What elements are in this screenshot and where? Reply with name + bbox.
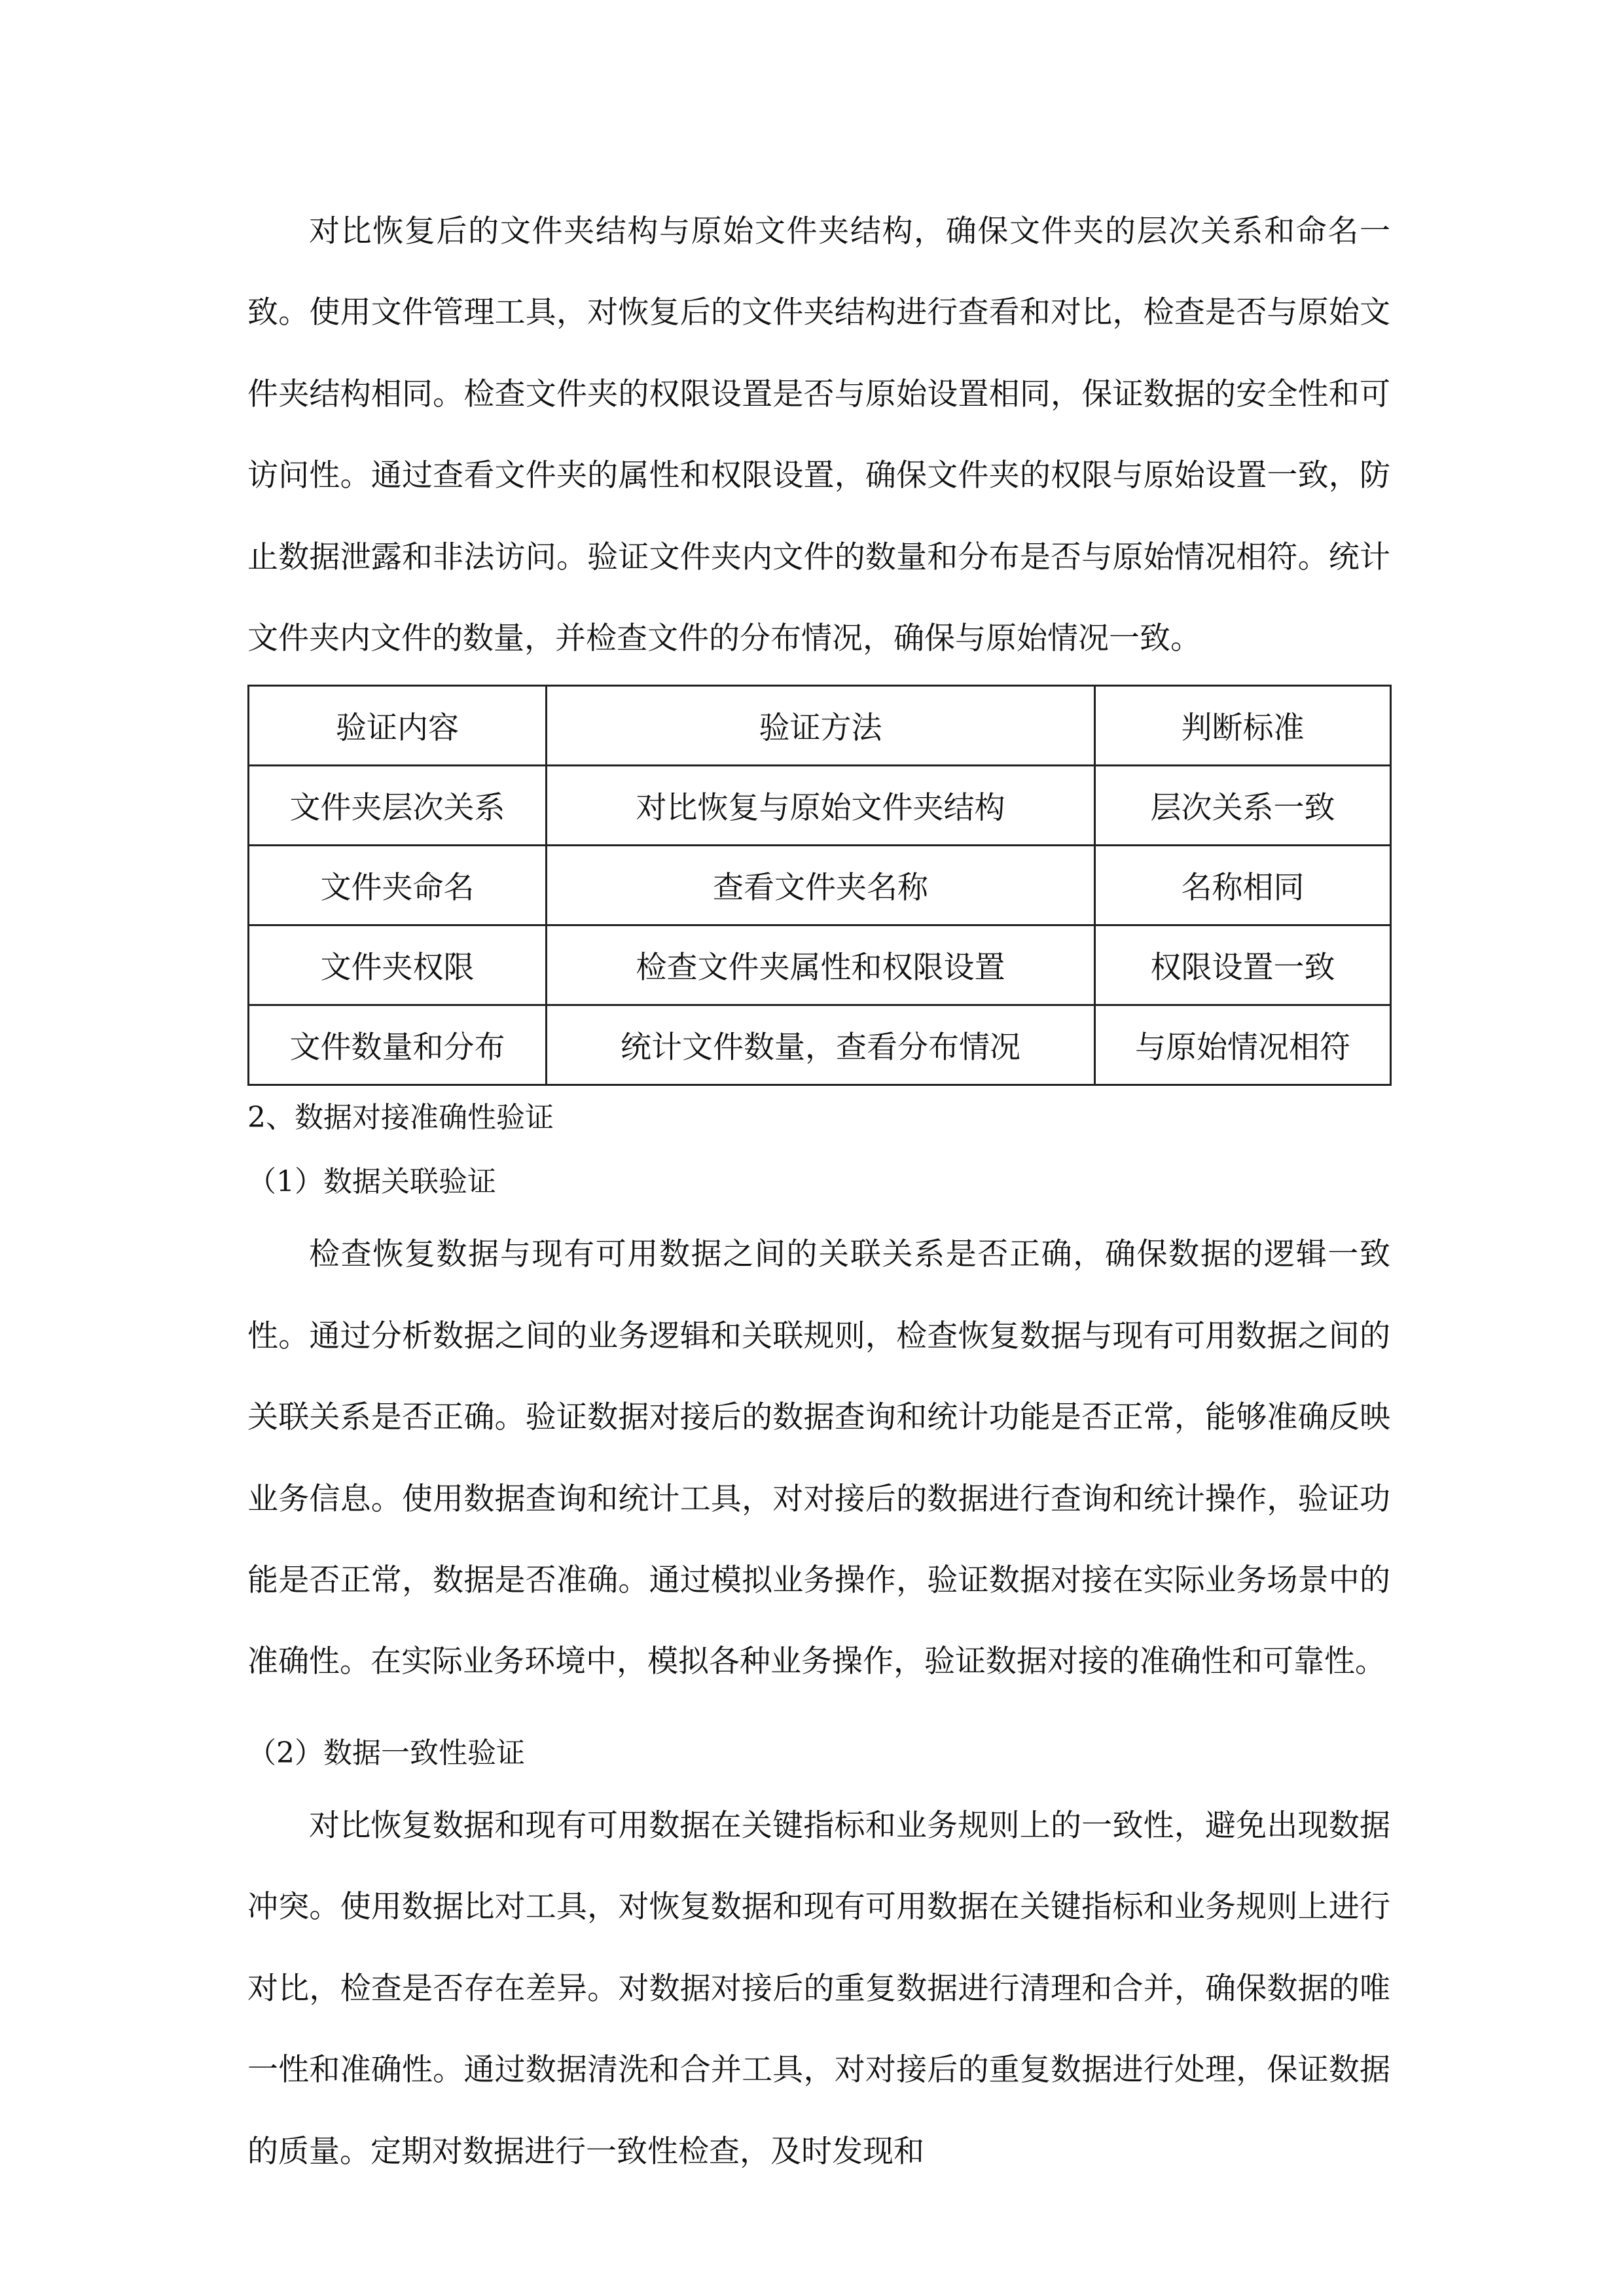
table-row xyxy=(249,1005,1391,1085)
table-header-row xyxy=(249,686,1391,766)
table-cell: 权限设置一致 xyxy=(1095,925,1391,1005)
verification-table xyxy=(247,685,1392,1086)
table-cell: 文件夹权限 xyxy=(249,925,547,1005)
table-cell: 文件数量和分布 xyxy=(249,1005,547,1085)
table-cell: 与原始情况相符 xyxy=(1095,1005,1391,1085)
table-cell: 检查文件夹属性和权限设置 xyxy=(547,925,1095,1005)
table-cell: 统计文件数量，查看分布情况 xyxy=(547,1005,1095,1085)
data-consistency-paragraph: 对比恢复数据和现有可用数据在关键指标和业务规则上的一致性，避免出现数据冲突。使用数据比对工具，对恢复数据和现有可用数据在关键指标和业务规则上进行对比，检查是否存在差异。对数据对接后的重复数据进行清理和合并，确保数据的唯一性和准确性。通过数据清洗和合并工具，对对接后的重复数据进行处理，保证数据的质量。定期对数据进行一致性检查，及时发现和 xyxy=(247,1807,1390,2170)
spacer xyxy=(247,1703,1390,1721)
table-header-cell: 验证方法 xyxy=(547,686,1095,766)
table-row xyxy=(249,766,1391,846)
table-cell: 文件夹命名 xyxy=(249,846,547,925)
table-cell: 层次关系一致 xyxy=(1095,766,1391,846)
document-page xyxy=(247,191,1390,2193)
subsection-heading: （2）数据一致性验证 xyxy=(247,1736,525,1770)
section-heading: 2、数据对接准确性验证 xyxy=(247,1101,554,1135)
table-header-cell: 验证内容 xyxy=(249,686,547,766)
table-cell: 文件夹层次关系 xyxy=(249,766,547,846)
subsection-heading: （1）数据关联验证 xyxy=(247,1165,496,1199)
data-association-paragraph: 检查恢复数据与现有可用数据之间的关联关系是否正确，确保数据的逻辑一致性。通过分析数据之间的业务逻辑和关联规则，检查恢复数据与现有可用数据之间的关联关系是否正确。验证数据对接后的数据查询和统计功能是否正常，能够准确反映业务信息。使用数据查询和统计工具，对对接后的数据进行查询和统计操作，验证功能是否正常，数据是否准确。通过模拟业务操作，验证数据对接在实际业务场景中的准确性。在实际业务环境中，模拟各种业务操作，验证数据对接的准确性和可靠性。 xyxy=(247,1236,1390,1680)
table-row xyxy=(249,925,1391,1005)
intro-paragraph: 对比恢复后的文件夹结构与原始文件夹结构，确保文件夹的层次关系和命名一致。使用文件管理工具，对恢复后的文件夹结构进行查看和对比，检查是否与原始文件夹结构相同。检查文件夹的权限设置是否与原始设置相同，保证数据的安全性和可访问性。通过查看文件夹的属性和权限设置，确保文件夹的权限与原始设置一致，防止数据泄露和非法访问。验证文件夹内文件的数量和分布是否与原始情况相符。统计文件夹内文件的数量，并检查文件的分布情况，确保与原始情况一致。 xyxy=(247,213,1390,657)
table-header-cell: 判断标准 xyxy=(1095,686,1391,766)
table-cell: 查看文件夹名称 xyxy=(547,846,1095,925)
table-cell: 对比恢复与原始文件夹结构 xyxy=(547,766,1095,846)
table-row xyxy=(249,846,1391,925)
table-cell: 名称相同 xyxy=(1095,846,1391,925)
